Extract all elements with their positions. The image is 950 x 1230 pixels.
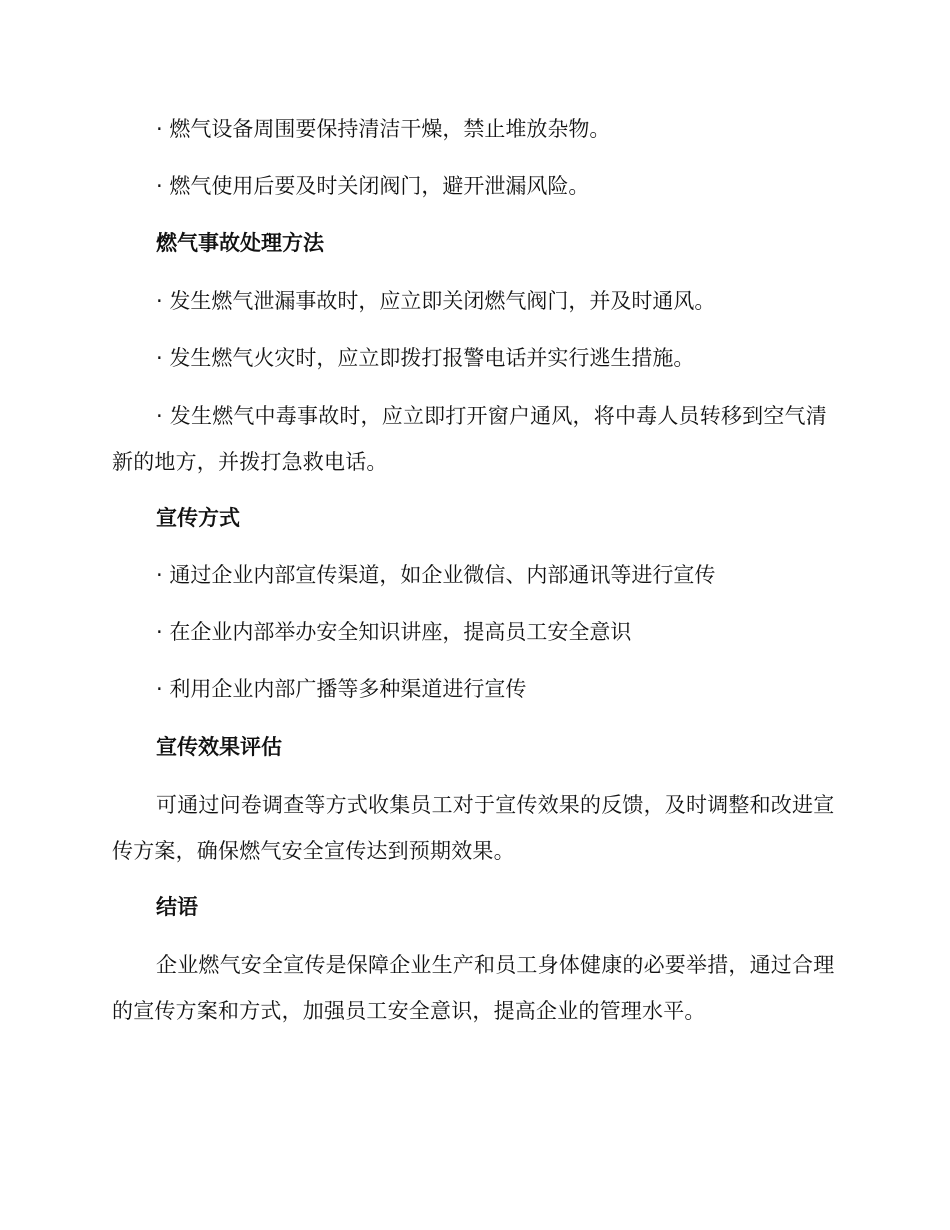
bullet-item: · 利用企业内部广播等多种渠道进行宣传 [156, 677, 527, 701]
bullet-item: · 发生燃气泄漏事故时，应立即关闭燃气阀门，并及时通风。 [156, 289, 716, 313]
bullet-paragraph: · 发生燃气中毒事故时，应立即打开窗户通风，将中毒人员转移到空气清新的地方，并拨打急救电话。 [112, 404, 827, 474]
section-heading: 宣传方式 [156, 506, 240, 530]
section-heading: 宣传效果评估 [156, 735, 282, 759]
section-heading: 燃气事故处理方法 [156, 231, 324, 255]
body-paragraph: 企业燃气安全宣传是保障企业生产和员工身体健康的必要举措，通过合理的宣传方案和方式，加强员工安全意识，提高企业的管理水平。 [112, 953, 835, 1023]
bullet-item: · 燃气使用后要及时关闭阀门，避开泄漏风险。 [156, 174, 590, 198]
body-paragraph: 可通过问卷调查等方式收集员工对于宣传效果的反馈，及时调整和改进宣传方案，确保燃气安全宣传达到预期效果。 [112, 793, 835, 863]
bullet-item: · 发生燃气火灾时，应立即拨打报警电话并实行逃生措施。 [156, 346, 695, 370]
bullet-item: · 在企业内部举办安全知识讲座，提高员工安全意识 [156, 620, 632, 644]
section-heading: 结语 [156, 895, 198, 919]
bullet-item: · 通过企业内部宣传渠道，如企业微信、内部通讯等进行宣传 [156, 563, 716, 587]
bullet-item: · 燃气设备周围要保持清洁干燥，禁止堆放杂物。 [156, 117, 611, 141]
